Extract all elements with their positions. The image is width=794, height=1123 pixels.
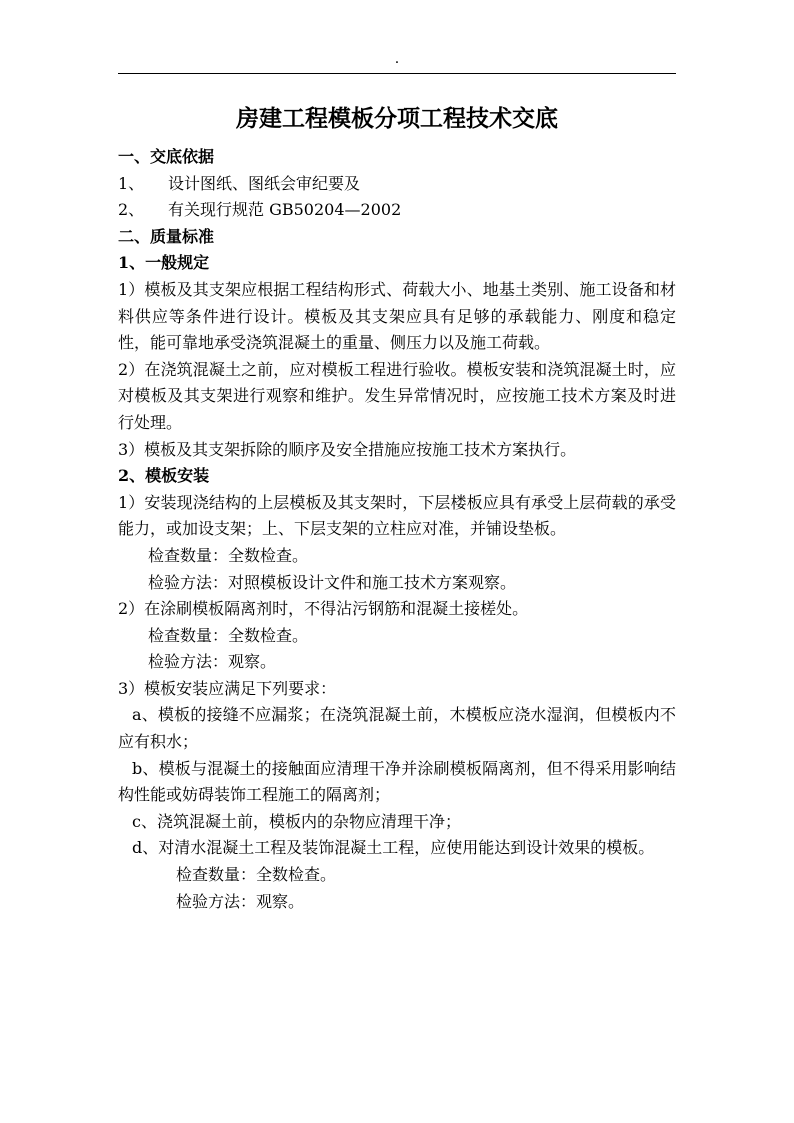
section-2-heading: 二、质量标准: [118, 226, 215, 246]
requirement-item: d、对清水混凝土工程及装饰混凝土工程，应使用能达到设计效果的模板。: [132, 838, 655, 858]
inspection-quantity: 检查数量：全数检查。: [148, 625, 309, 645]
list-item: [118, 197, 676, 224]
paragraph: 2）在涂刷模板隔离剂时，不得沾污钢筋和混凝土接槎处。: [118, 599, 529, 619]
paragraph: 2）在浇筑混凝土之前，应对模板工程进行验收。模板安装和浇筑混凝土时，应对模板及其支架进行观察和维护。发生异常情况时，应按施工技术方案及时进行处理。: [118, 359, 676, 432]
inspection-method: 检验方法：观察。: [176, 891, 305, 911]
list-item-number: 1、: [118, 173, 145, 193]
paragraph: 3）模板安装应满足下列要求：: [118, 678, 337, 698]
subsection-installation-heading: 2、模板安装: [118, 466, 210, 486]
requirement-item: c、浇筑混凝土前，模板内的杂物应清理干净；: [132, 811, 461, 831]
inspection-quantity: 检查数量：全数检查。: [176, 865, 337, 885]
list-item-text: 有关现行规范 GB50204—2002: [168, 200, 402, 220]
header-rule: [118, 73, 676, 74]
document-body: [118, 144, 676, 915]
section-1-heading: 一、交底依据: [118, 147, 215, 166]
list-item-text: 设计图纸、图纸会审纪要及: [168, 173, 361, 193]
header-mark: .: [394, 51, 400, 67]
subsection-general-heading: 1、一般规定: [118, 253, 210, 273]
requirement-item: b、模板与混凝土的接触面应清理干净并涂刷模板隔离剂，但不得采用影响结构性能或妨碍装饰工程施工的隔离剂；: [118, 758, 676, 805]
document-title: 房建工程模板分项工程技术交底: [236, 105, 558, 132]
paragraph: 1）模板及其支架应根据工程结构形式、荷载大小、地基土类别、施工设备和材料供应等条件进行设计。模板及其支架应具有足够的承载能力、刚度和稳定性，能可靠地承受浇筑混凝土的重量、侧压力以及施工荷载。: [118, 279, 676, 353]
paragraph: 1）安装现浇结构的上层模板及其支架时，下层楼板应具有承受上层荷载的承受能力，或加设支架；上、下层支架的立柱应对准，并铺设垫板。: [118, 492, 676, 539]
inspection-quantity: 检查数量：全数检查。: [148, 545, 309, 565]
requirement-item: a、模板的接缝不应漏浆；在浇筑混凝土前，木模板应浇水湿润，但模板内不应有积水；: [118, 705, 676, 752]
list-item: [118, 171, 676, 198]
inspection-method: 检验方法：对照模板设计文件和施工技术方案观察。: [148, 572, 517, 592]
inspection-method: 检验方法：观察。: [148, 652, 277, 672]
paragraph: 3）模板及其支架拆除的顺序及安全措施应按施工技术方案执行。: [118, 439, 577, 459]
list-item-number: 2、: [118, 200, 145, 220]
